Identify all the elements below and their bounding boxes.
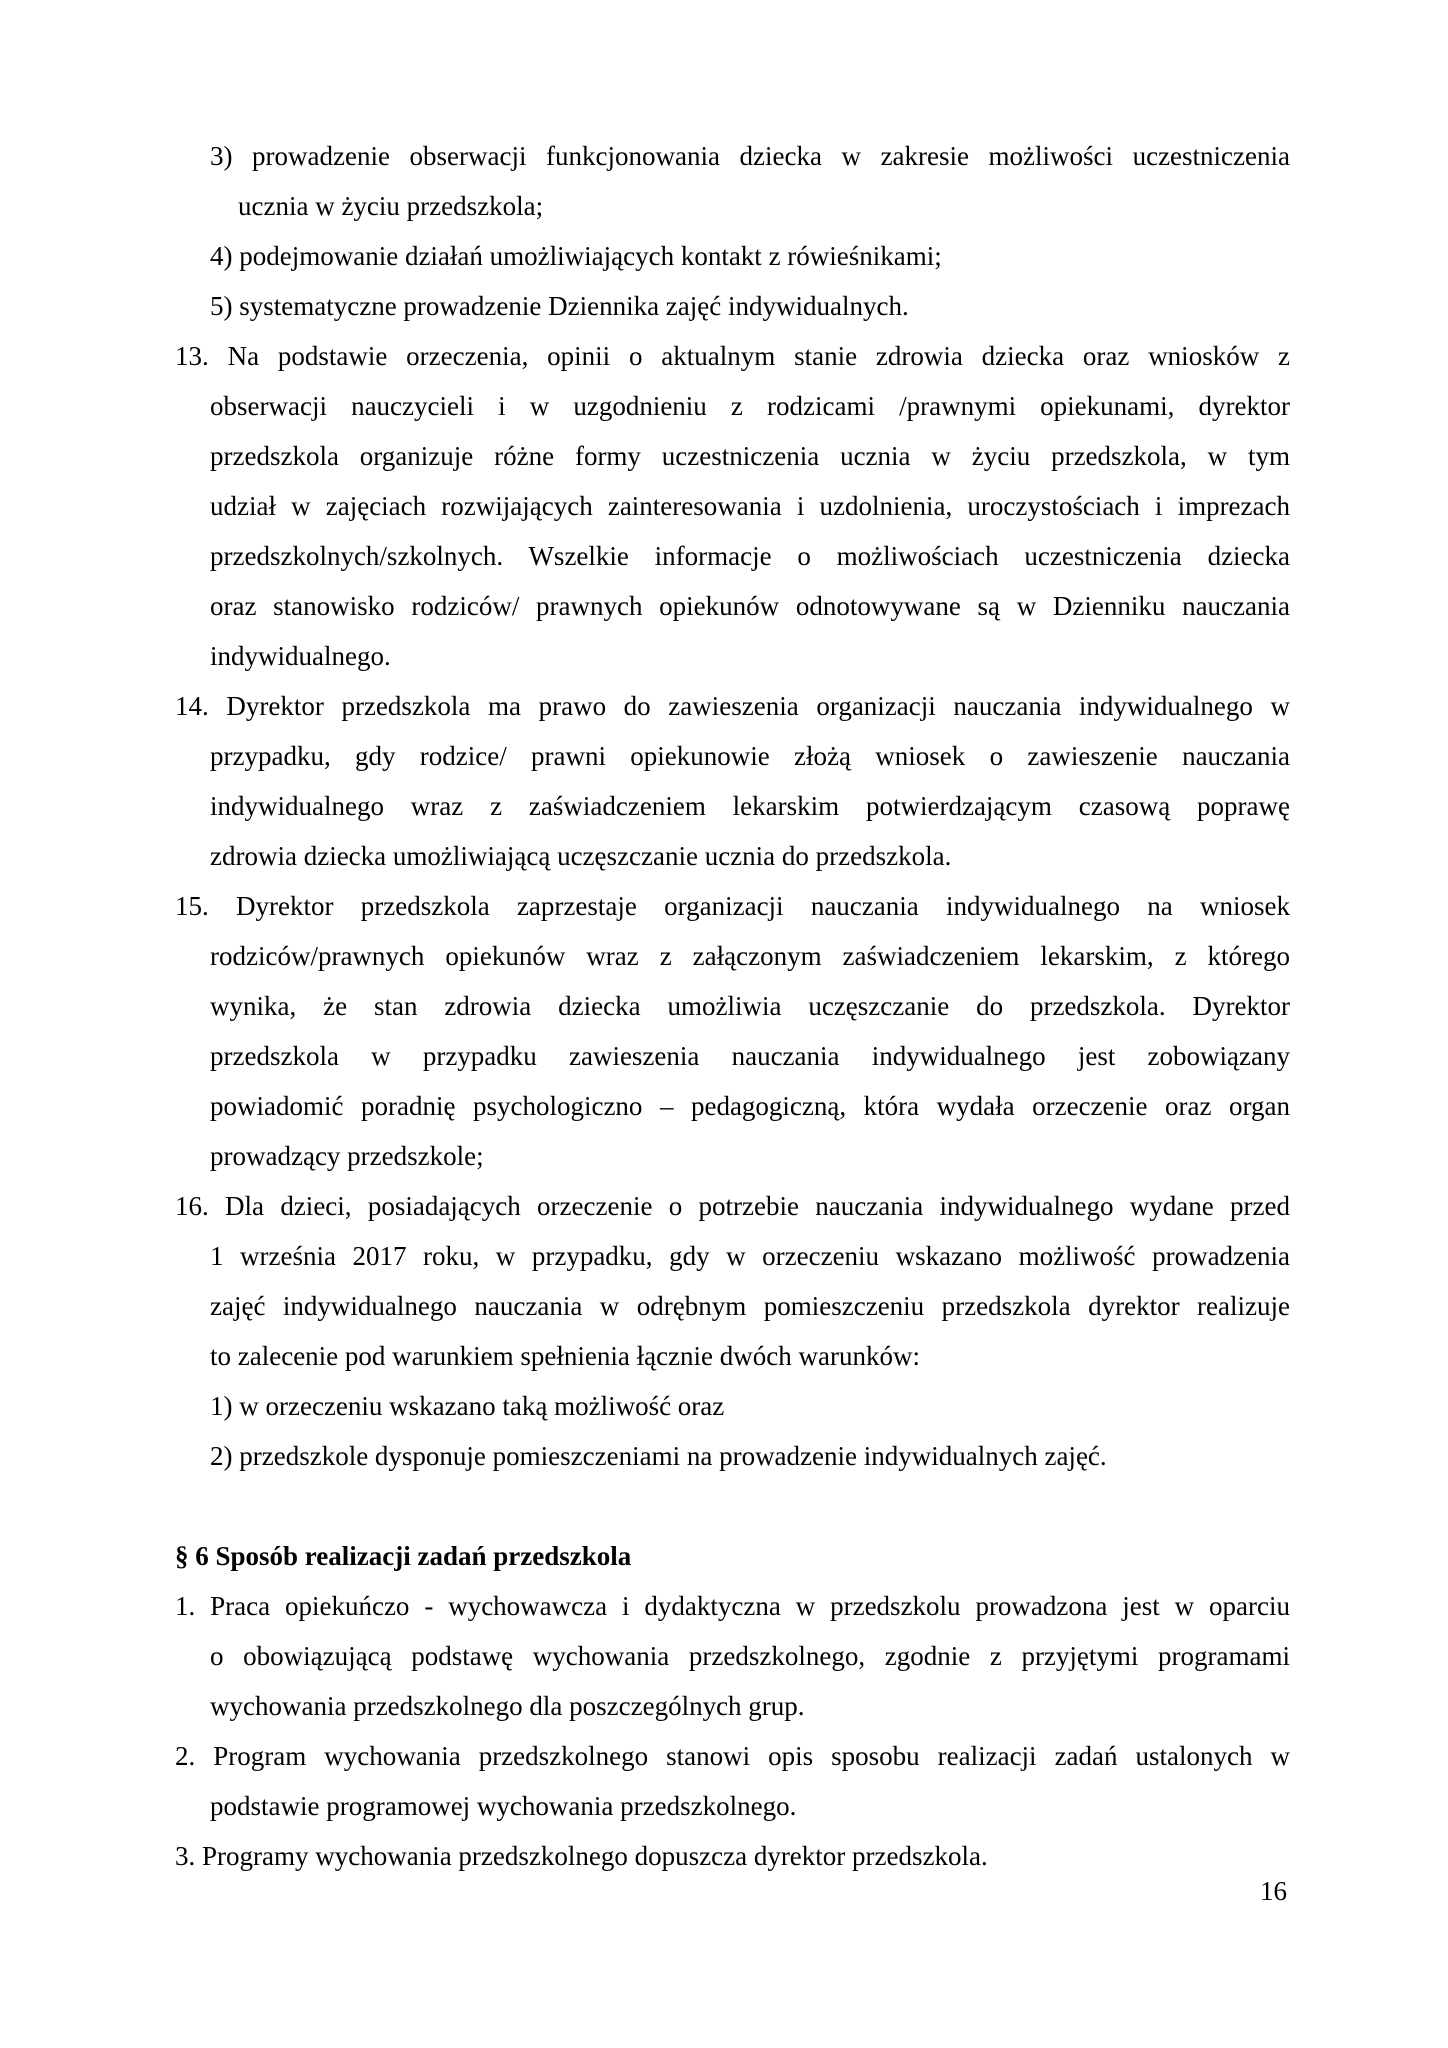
page-number: 16 [1260,1876,1287,1906]
point-16-line-1: 16. Dla dzieci, posiadających orzeczenie o potrzebie nauczania indywidualnego wydane przed [175,1191,1290,1221]
point-14-line-3: indywidualnego wraz z zaświadczeniem lekarskim potwierdzającym czasową poprawę [210,791,1290,821]
point-14-line-2: przypadku, gdy rodzice/ prawni opiekunowie złożą wniosek o zawieszenie nauczania [210,741,1290,771]
point-13-line-1: 13. Na podstawie orzeczenia, opinii o aktualnym stanie zdrowia dziecka oraz wniosków z [175,341,1290,371]
list-item-3-line-2: ucznia w życiu przedszkola; [238,191,544,221]
section-6-item-1-line-3: wychowania przedszkolnego dla poszczególnych grup. [210,1691,805,1721]
point-15-line-4: przedszkola w przypadku zawieszenia nauczania indywidualnego jest zobowiązany [210,1041,1290,1071]
point-15-line-3: wynika, że stan zdrowia dziecka umożliwia uczęszczanie do przedszkola. Dyrektor [210,991,1290,1021]
point-13-line-7: indywidualnego. [210,641,391,671]
section-6-heading: § 6 Sposób realizacji zadań przedszkola [175,1541,632,1571]
point-16-subitem-2: 2) przedszkole dysponuje pomieszczeniami na prowadzenie indywidualnych zajęć. [210,1441,1107,1471]
point-16-line-2: 1 września 2017 roku, w przypadku, gdy w orzeczeniu wskazano możliwość prowadzenia [210,1241,1290,1271]
point-15-line-2: rodziców/prawnych opiekunów wraz z załączonym zaświadczeniem lekarskim, z którego [210,941,1290,971]
list-item-4: 4) podejmowanie działań umożliwiających kontakt z rówieśnikami; [210,241,942,271]
list-item-3-line-1: 3) prowadzenie obserwacji funkcjonowania dziecka w zakresie możliwości uczestniczenia [210,141,1290,171]
section-6-item-2-line-1: 2. Program wychowania przedszkolnego stanowi opis sposobu realizacji zadań ustalonych w [175,1741,1290,1771]
section-6-item-3: 3. Programy wychowania przedszkolnego dopuszcza dyrektor przedszkola. [175,1841,988,1871]
section-6-item-1-line-2: o obowiązującą podstawę wychowania przedszkolnego, zgodnie z przyjętymi programami [210,1641,1290,1671]
point-15-line-1: 15. Dyrektor przedszkola zaprzestaje organizacji nauczania indywidualnego na wniosek [175,891,1290,921]
point-16-line-3: zajęć indywidualnego nauczania w odrębnym pomieszczeniu przedszkola dyrektor realizuje [210,1291,1290,1321]
point-13-line-5: przedszkolnych/szkolnych. Wszelkie informacje o możliwościach uczestniczenia dziecka [210,541,1290,571]
point-13-line-6: oraz stanowisko rodziców/ prawnych opiekunów odnotowywane są w Dzienniku nauczania [210,591,1290,621]
point-14-line-4: zdrowia dziecka umożliwiającą uczęszczanie ucznia do przedszkola. [210,841,952,871]
point-13-line-2: obserwacji nauczycieli i w uzgodnieniu z rodzicami /prawnymi opiekunami, dyrektor [210,391,1290,421]
section-6-item-1-line-1: 1. Praca opiekuńczo - wychowawcza i dydaktyczna w przedszkolu prowadzona jest w oparciu [175,1591,1290,1621]
point-16-line-4: to zalecenie pod warunkiem spełnienia łącznie dwóch warunków: [210,1341,920,1371]
point-15-line-5: powiadomić poradnię psychologiczno – pedagogiczną, która wydała orzeczenie oraz organ [210,1091,1290,1121]
point-14-line-1: 14. Dyrektor przedszkola ma prawo do zawieszenia organizacji nauczania indywidualnego w [175,691,1290,721]
point-16-subitem-1: 1) w orzeczeniu wskazano taką możliwość oraz [210,1391,725,1421]
section-6-item-2-line-2: podstawie programowej wychowania przedszkolnego. [210,1791,797,1821]
list-item-5: 5) systematyczne prowadzenie Dziennika zajęć indywidualnych. [210,291,909,321]
point-13-line-4: udział w zajęciach rozwijających zainteresowania i uzdolnienia, uroczystościach i imprezach [210,491,1290,521]
point-13-line-3: przedszkola organizuje różne formy uczestniczenia ucznia w życiu przedszkola, w tym [210,441,1290,471]
point-15-line-6: prowadzący przedszkole; [210,1141,484,1171]
